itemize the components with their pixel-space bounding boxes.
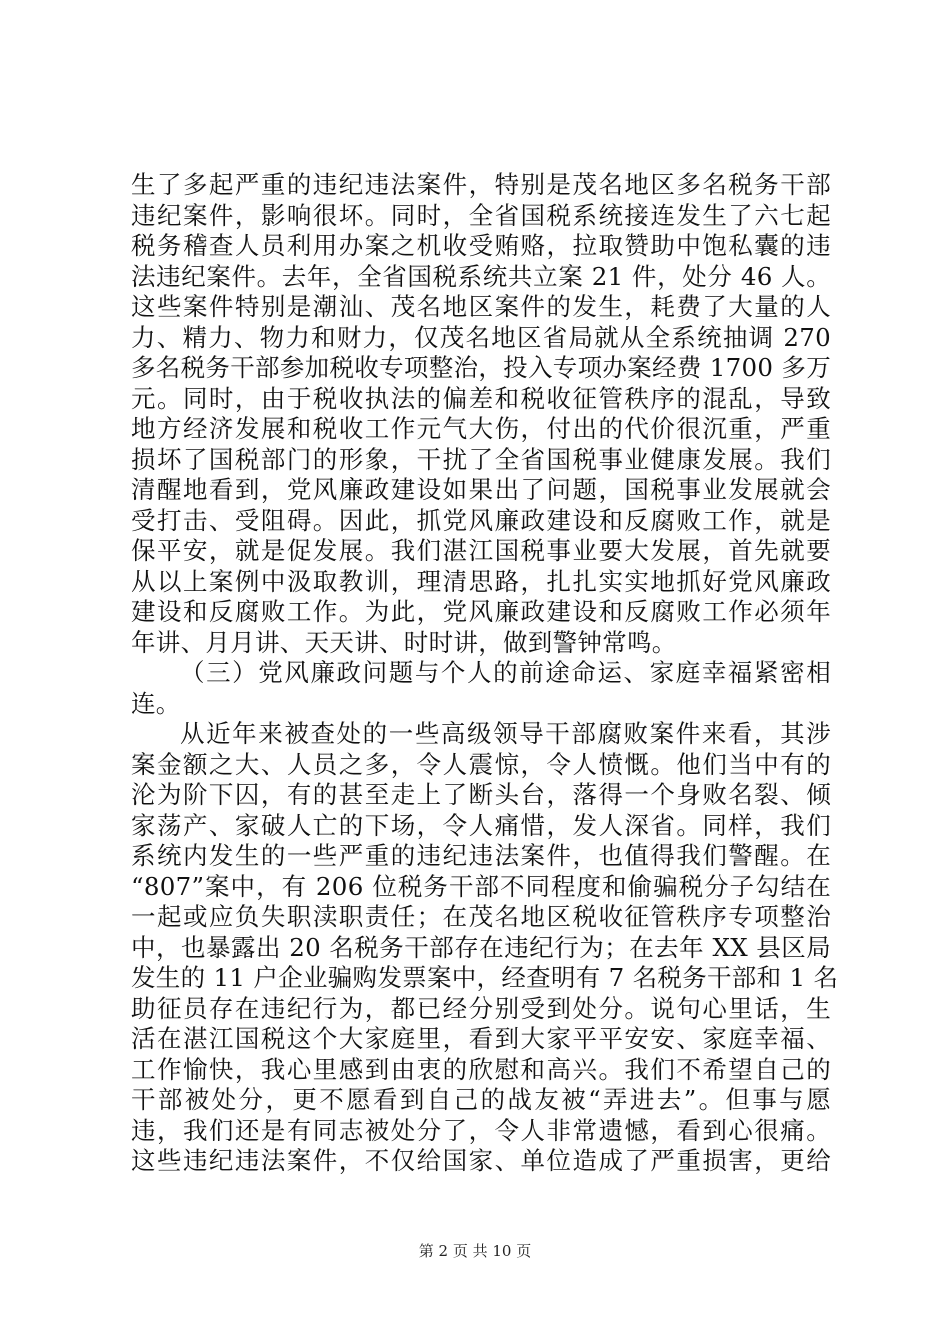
text-line: 保平安，就是促发展。我们湛江国税事业要大发展，首先就要 <box>131 536 831 565</box>
text-line: 发生的 11 户企业骗购发票案中，经查明有 7 名税务干部和 1 名 <box>131 963 839 992</box>
text-line: 活在湛江国税这个大家庭里，看到大家平平安安、家庭幸福、 <box>131 1024 831 1053</box>
text-line: 案金额之大、人员之多，令人震惊，令人愤慨。他们当中有的 <box>131 749 831 779</box>
body-text <box>131 170 839 1177</box>
text-line: 生了多起严重的违纪违法案件，特别是茂名地区多名税务干部 <box>131 170 831 199</box>
text-line: 从以上案例中汲取教训，理清思路，扎扎实实地抓好党风廉政 <box>131 566 831 596</box>
text-line: 沦为阶下囚，有的甚至走上了断头台，落得一个身败名裂、倾 <box>131 780 831 809</box>
text-line: 从近年来被查处的一些高级领导干部腐败案件来看，其涉 <box>180 719 831 748</box>
text-line: 年讲、月月讲、天天讲、时时讲，做到警钟常鸣。 <box>131 627 677 657</box>
text-line: 这些案件特别是潮汕、茂名地区案件的发生，耗费了大量的人 <box>131 292 831 321</box>
text-line: 受打击、受阻碍。因此，抓党风廉政建设和反腐败工作，就是 <box>131 505 831 535</box>
text-line: 税务稽查人员利用办案之机收受贿赂，拉取赞助中饱私囊的违 <box>131 231 831 260</box>
page-number-footer: 第 2 页 共 10 页 <box>418 1242 532 1260</box>
text-line: 元。同时，由于税收执法的偏差和税收征管秩序的混乱，导致 <box>131 383 831 413</box>
section-heading-continuation: 连。 <box>131 688 181 718</box>
text-line: 中，也暴露出 20 名税务干部存在违纪行为；在去年 XX 县区局 <box>131 932 831 962</box>
text-line: 力、精力、物力和财力，仅茂名地区省局就从全系统抽调 270 <box>131 322 831 352</box>
text-line: 家荡产、家破人亡的下场，令人痛惜，发人深省。同样，我们 <box>131 810 831 840</box>
text-line: 系统内发生的一些严重的违纪违法案件，也值得我们警醒。在 <box>131 841 831 870</box>
text-line: 干部被处分，更不愿看到自己的战友被“弄进去”。但事与愿 <box>131 1085 831 1114</box>
text-line: 清醒地看到，党风廉政建设如果出了问题，国税事业发展就会 <box>131 475 831 504</box>
text-line: “807”案中，有 206 位税务干部不同程度和偷骗税分子勾结在 <box>131 871 831 901</box>
text-line: 建设和反腐败工作。为此，党风廉政建设和反腐败工作必须年 <box>131 597 831 626</box>
text-line: 工作愉快，我心里感到由衷的欣慰和高兴。我们不希望自己的 <box>131 1054 831 1084</box>
text-line: 地方经济发展和税收工作元气大伤，付出的代价很沉重，严重 <box>131 414 831 443</box>
text-line: 违纪案件，影响很坏。同时，全省国税系统接连发生了六七起 <box>131 200 831 230</box>
text-line: 多名税务干部参加税收专项整治，投入专项办案经费 1700 多万 <box>131 353 831 382</box>
text-line: 损坏了国税部门的形象，干扰了全省国税事业健康发展。我们 <box>131 444 831 474</box>
text-line: 这些违纪违法案件，不仅给国家、单位造成了严重损害，更给 <box>131 1146 831 1175</box>
section-heading: （三）党风廉政问题与个人的前途命运、家庭幸福紧密相 <box>180 658 831 687</box>
text-line: 助征员存在违纪行为，都已经分别受到处分。说句心里话，生 <box>131 993 831 1023</box>
text-line: 违，我们还是有同志被处分了，令人非常遗憾，看到心很痛。 <box>131 1115 831 1145</box>
text-line: 一起或应负失职渎职责任；在茂名地区税收征管秩序专项整治 <box>131 902 831 931</box>
text-line: 法违纪案件。去年，全省国税系统共立案 21 件，处分 46 人。 <box>131 261 831 291</box>
